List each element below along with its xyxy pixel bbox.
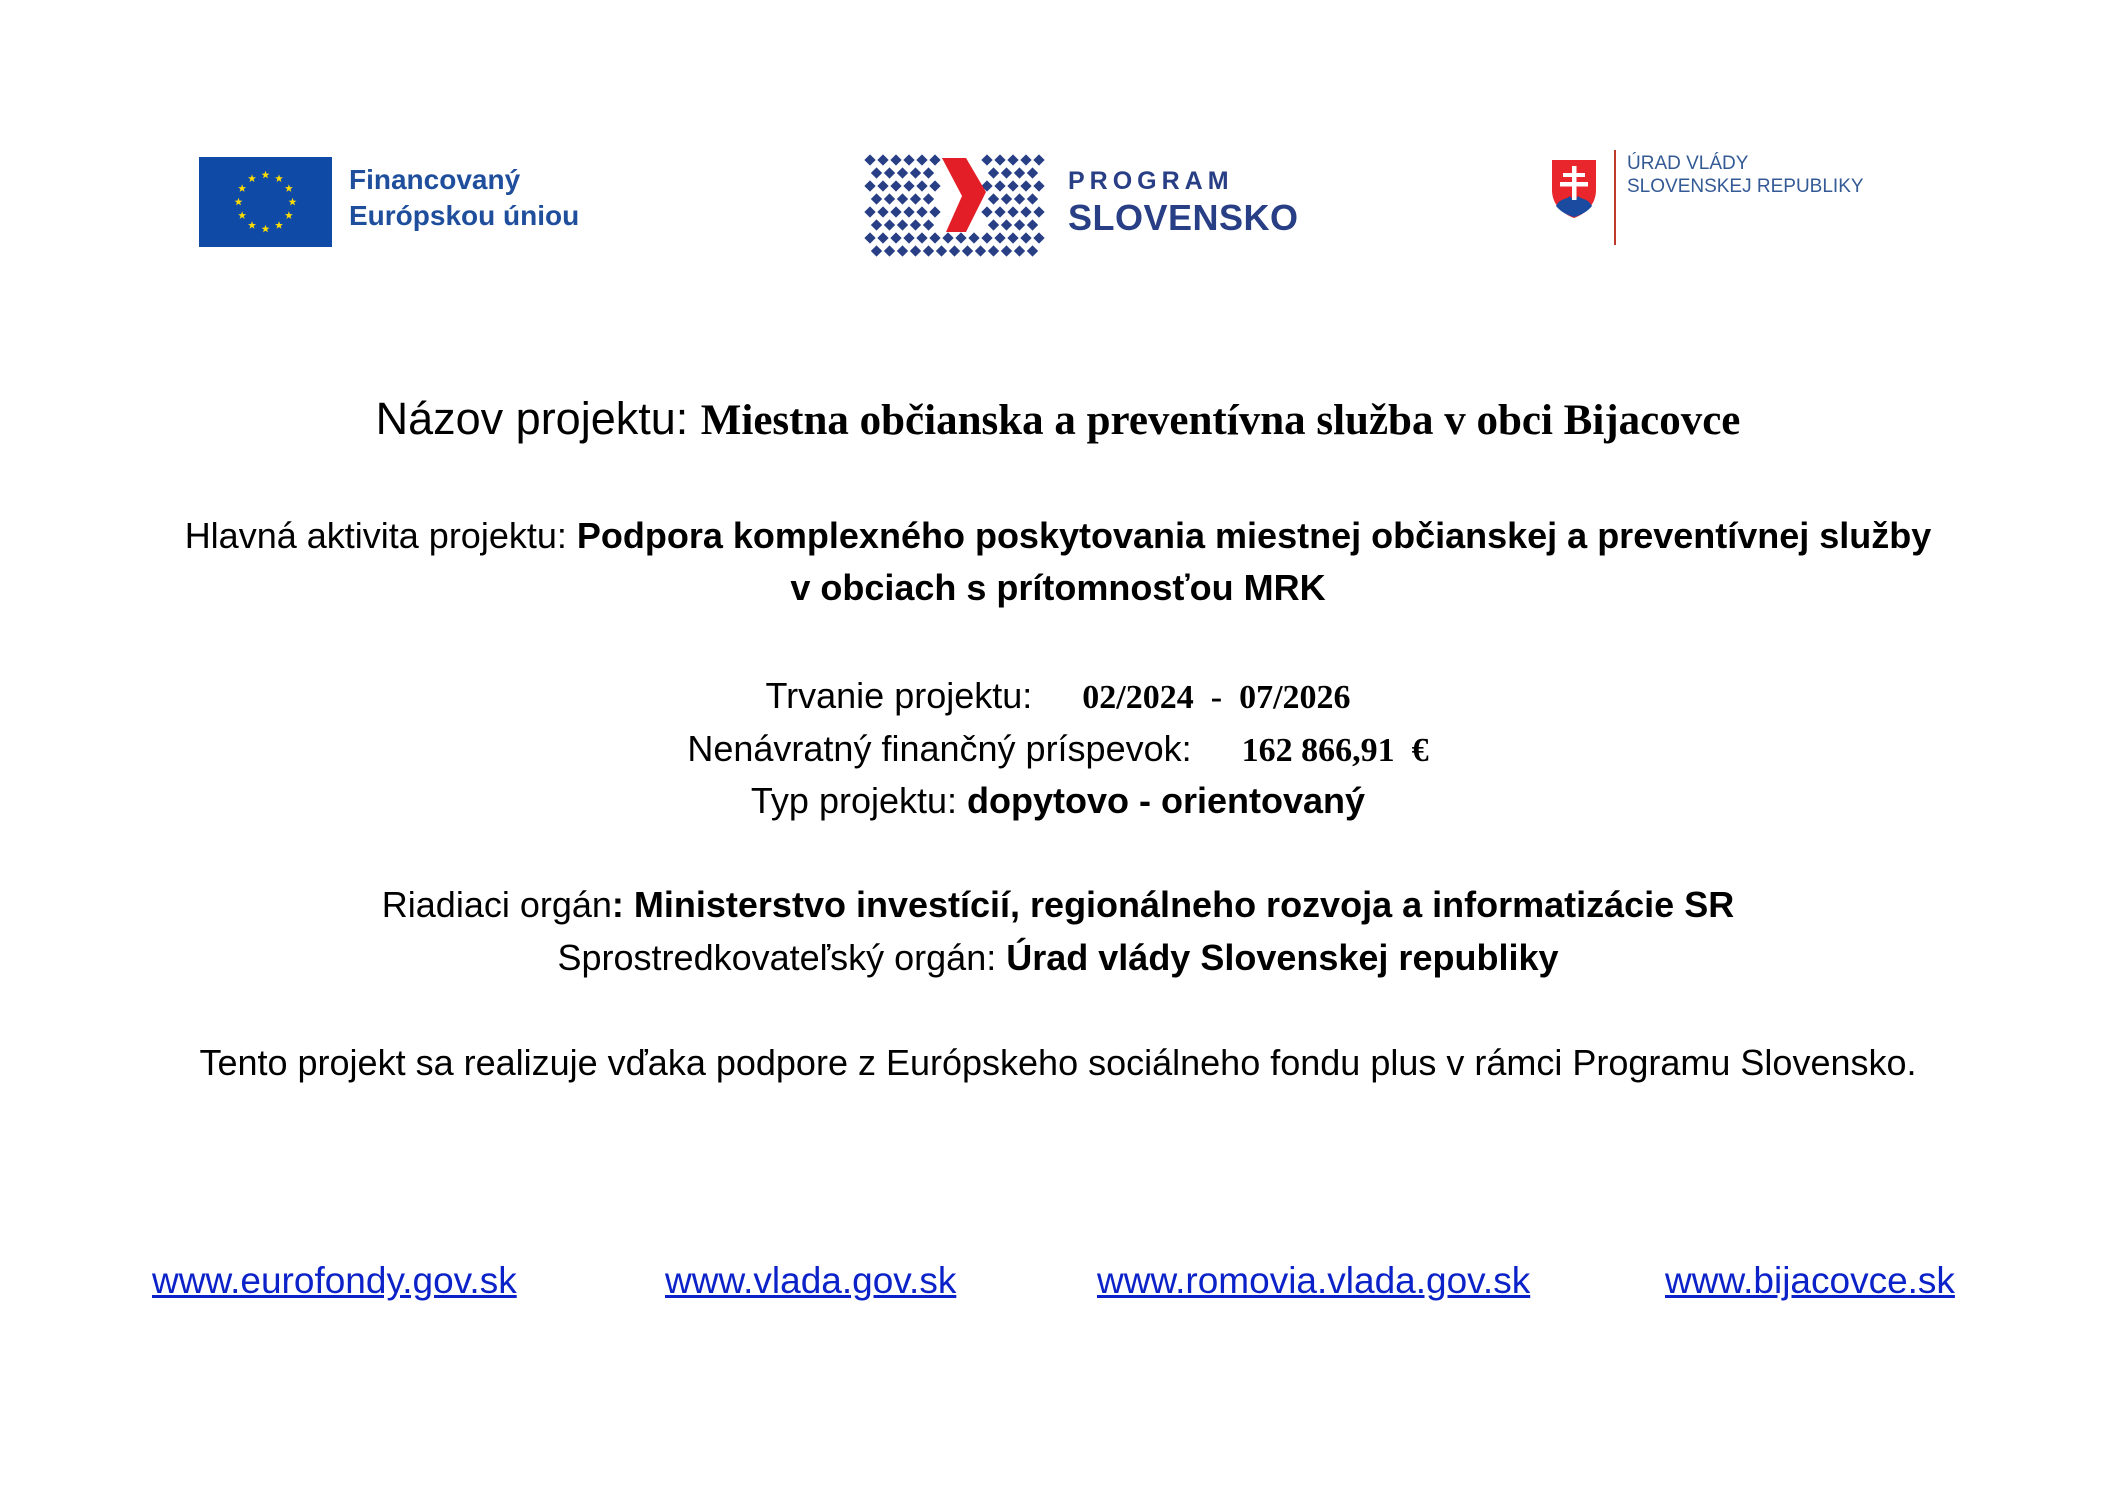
program-mark-dot <box>916 232 927 243</box>
program-mark-dot <box>864 206 875 217</box>
program-mark-dot <box>884 167 895 178</box>
program-mark-dot <box>1020 154 1031 165</box>
eu-flag-icon <box>199 157 332 247</box>
link-bijacovce[interactable]: www.bijacovce.sk <box>1665 1260 1955 1301</box>
program-mark-dot <box>988 245 999 256</box>
program-mark-dot <box>929 232 940 243</box>
program-mark-dot <box>929 154 940 165</box>
eu-logo-line2: Európskou úniou <box>349 200 580 231</box>
program-slovensko-logo-text <box>1068 166 1299 240</box>
program-mark-dot <box>1027 167 1038 178</box>
program-mark-dot <box>864 180 875 191</box>
program-mark-dot <box>897 245 908 256</box>
project-grant-value: 162 866,91 € <box>1241 732 1429 769</box>
eu-star <box>248 174 256 182</box>
gov-logo-line2: SLOVENSKEJ REPUBLIKY <box>1627 176 1864 197</box>
program-mark-dot <box>910 245 921 256</box>
program-mark-dot <box>975 245 986 256</box>
program-mark-dot <box>864 232 875 243</box>
program-mark-dot <box>1027 193 1038 204</box>
program-mark-dot <box>890 154 901 165</box>
program-mark-dot <box>884 193 895 204</box>
program-mark-dot <box>962 245 973 256</box>
program-mark-dot <box>890 180 901 191</box>
program-mark-dot <box>1014 219 1025 230</box>
program-logo-line1: PROGRAM <box>1068 167 1234 195</box>
project-duration-label: Trvanie projektu: <box>765 675 1033 716</box>
program-mark-dot <box>1033 180 1044 191</box>
program-mark-dot <box>936 245 947 256</box>
gov-logo-text <box>1627 152 1864 198</box>
program-mark-dot <box>1001 245 1012 256</box>
project-name-line <box>0 393 2116 445</box>
managing-authority-line <box>0 884 2116 926</box>
program-slovensko-mark-icon <box>862 152 1052 257</box>
program-mark-dot <box>1007 154 1018 165</box>
program-mark-dot <box>897 219 908 230</box>
eu-logo-line1: Financovaný <box>349 164 521 195</box>
eu-star <box>289 198 297 206</box>
eu-star <box>285 211 293 219</box>
program-mark-dot <box>903 232 914 243</box>
project-grant-label: Nenávratný finančný príspevok: <box>687 728 1192 769</box>
program-mark-dot <box>1020 206 1031 217</box>
program-mark-dot <box>877 232 888 243</box>
program-mark-dot <box>923 219 934 230</box>
program-mark-dot <box>871 167 882 178</box>
project-type-value: dopytovo - orientovaný <box>967 780 1366 821</box>
project-name-label: Názov projektu: <box>375 393 689 444</box>
program-mark-dot <box>942 232 953 243</box>
program-mark-dot <box>981 232 992 243</box>
project-duration-line <box>0 675 2116 717</box>
support-statement: Tento projekt sa realizuje vďaka podpore z Európskeho sociálneho fondu plus v rámci Programu Slovensko. <box>199 1042 1917 1083</box>
program-mark-dot <box>988 167 999 178</box>
program-mark-dot <box>981 206 992 217</box>
program-mark-dot <box>916 154 927 165</box>
program-mark-dot <box>877 154 888 165</box>
intermediate-body-label: Sprostredkovateľský orgán: <box>557 937 997 978</box>
program-mark-dot <box>929 206 940 217</box>
managing-authority-value: : Ministerstvo investícií, regionálneho rozvoja a informatizácie SR <box>611 884 1735 925</box>
program-mark-dot <box>877 180 888 191</box>
program-mark-dot <box>955 232 966 243</box>
project-activity-value-cont: v obciach s prítomnosťou MRK <box>790 567 1326 608</box>
program-mark-dot <box>929 180 940 191</box>
program-mark-dot <box>994 206 1005 217</box>
program-mark-dot <box>1033 232 1044 243</box>
program-mark-dot <box>988 193 999 204</box>
program-mark-dot <box>994 232 1005 243</box>
program-mark-dot <box>903 154 914 165</box>
intermediate-body-line <box>0 937 2116 979</box>
link-romovia[interactable]: www.romovia.vlada.gov.sk <box>1097 1260 1531 1301</box>
program-mark-dot <box>949 245 960 256</box>
project-activity-value: Podpora komplexného poskytovania miestnej občianskej a preventívnej služby <box>576 515 1932 556</box>
program-mark-dot <box>923 193 934 204</box>
project-name-value: Miestna občianska a preventívna služba v obci Bijacovce <box>700 397 1741 444</box>
gov-logo-line1: ÚRAD VLÁDY <box>1627 153 1749 174</box>
program-mark-dot <box>916 180 927 191</box>
program-mark-dot <box>1014 167 1025 178</box>
program-mark-dot <box>890 232 901 243</box>
gov-logo-divider <box>1614 150 1616 245</box>
program-mark-dot <box>910 193 921 204</box>
eu-star <box>238 184 246 192</box>
link-vlada[interactable]: www.vlada.gov.sk <box>665 1260 957 1301</box>
eu-star <box>275 221 283 229</box>
program-mark-dot <box>968 232 979 243</box>
project-duration-value: 02/2024 - 07/2026 <box>1082 679 1351 716</box>
program-mark-dot <box>1014 193 1025 204</box>
program-mark-dot <box>890 206 901 217</box>
program-mark-dot <box>994 180 1005 191</box>
program-mark-dot <box>994 154 1005 165</box>
program-mark-dot <box>916 206 927 217</box>
project-activity-line <box>0 515 2116 557</box>
program-mark-dot <box>897 193 908 204</box>
program-mark-dot <box>871 245 882 256</box>
program-mark-dot <box>981 154 992 165</box>
project-activity-label: Hlavná aktivita projektu: <box>184 515 567 556</box>
eu-star <box>262 171 270 179</box>
link-eurofondy[interactable]: www.eurofondy.gov.sk <box>152 1260 517 1301</box>
program-mark-dot <box>884 219 895 230</box>
program-mark-dot <box>1007 232 1018 243</box>
eu-star <box>285 184 293 192</box>
project-type-line <box>0 780 2116 822</box>
eu-star <box>248 221 256 229</box>
program-mark-dot <box>877 206 888 217</box>
project-grant-line <box>0 728 2116 770</box>
eu-logo-text <box>349 162 579 234</box>
program-mark-dot <box>1020 180 1031 191</box>
intermediate-body-value: Úrad vlády Slovenskej republiky <box>1006 937 1559 978</box>
program-mark-dot <box>1027 245 1038 256</box>
eu-star <box>238 211 246 219</box>
program-mark-chevron <box>942 158 986 232</box>
program-mark-dot <box>884 245 895 256</box>
program-mark-dot <box>1007 206 1018 217</box>
program-mark-dot <box>1001 193 1012 204</box>
program-mark-dot <box>910 167 921 178</box>
project-type-label: Typ projektu: <box>750 780 958 821</box>
program-mark-dot <box>1014 245 1025 256</box>
program-mark-dot <box>1020 232 1031 243</box>
program-logo-line2: SLOVENSKO <box>1068 197 1299 238</box>
managing-authority-label: Riadiaci orgán <box>381 884 612 925</box>
slovak-coat-of-arms-icon <box>1548 156 1600 222</box>
program-mark-dot <box>871 219 882 230</box>
program-mark-dot <box>1001 219 1012 230</box>
program-mark-dot <box>1027 219 1038 230</box>
program-mark-dot <box>923 245 934 256</box>
program-mark-dot <box>1033 154 1044 165</box>
program-mark-dot <box>1001 167 1012 178</box>
eu-star <box>275 174 283 182</box>
program-mark-dot <box>903 180 914 191</box>
program-mark-dot <box>1033 206 1044 217</box>
program-mark-dot <box>1007 180 1018 191</box>
program-mark-dot <box>897 167 908 178</box>
program-mark-dot <box>988 219 999 230</box>
program-mark-dot <box>864 154 875 165</box>
program-mark-dot <box>923 167 934 178</box>
program-mark-dot <box>910 219 921 230</box>
program-mark-dot <box>871 193 882 204</box>
eu-star <box>235 198 243 206</box>
eu-star <box>262 225 270 233</box>
program-mark-dot <box>903 206 914 217</box>
